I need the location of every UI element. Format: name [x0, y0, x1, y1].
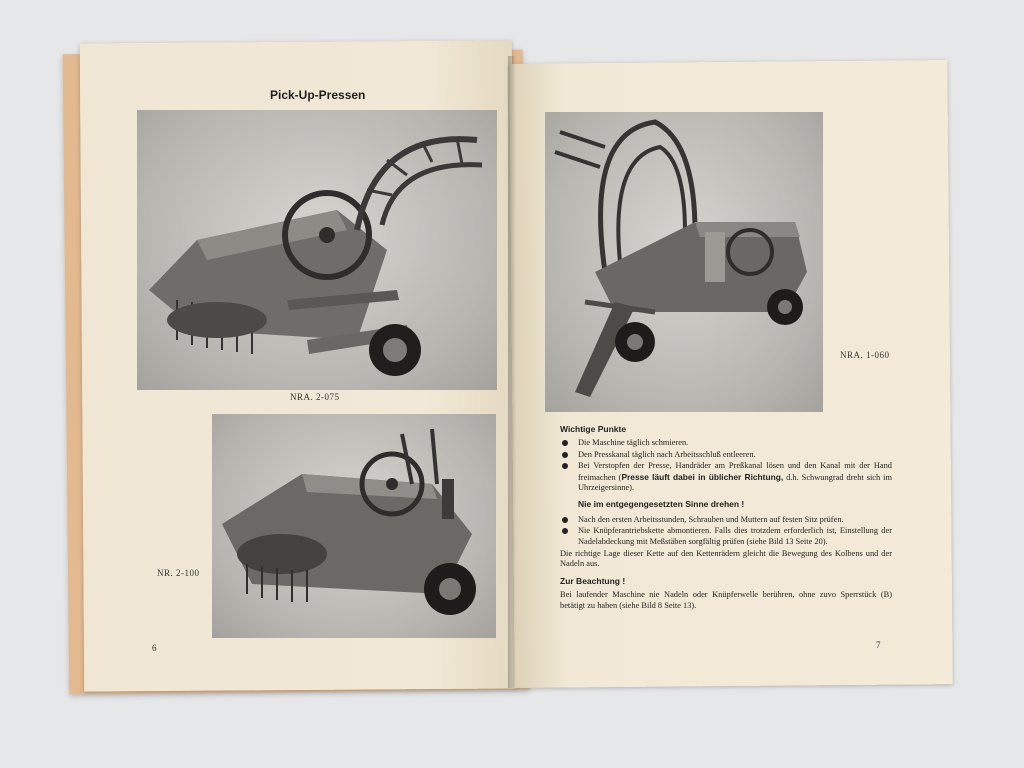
caption-nra-2-075: NRA. 2-075 — [290, 392, 340, 402]
page-title: Pick-Up-Pressen — [270, 88, 366, 102]
photo-baler-nra-1-060 — [545, 112, 823, 412]
list-item: Den Presskanal täglich nach Arbeitsschluß entleeren. — [560, 450, 892, 460]
page-number-right: 7 — [876, 640, 881, 650]
caption-nr-2-100: NR. 2-100 — [157, 568, 200, 578]
book-gutter — [508, 56, 516, 688]
baler-illustration-icon — [212, 414, 496, 638]
bullet-list-2 — [560, 515, 892, 547]
page-number-left: 6 — [152, 643, 157, 653]
photo-baler-nra-2-075 — [137, 110, 497, 390]
warning-never-reverse: Nie im entgegengesetzten Sinne drehen ! — [578, 499, 745, 510]
attention-text: Bei laufender Maschine nie Nadeln oder Knüpferwelle berühren, ohne zuvo Sperrstück (B) betätigt zu haben (siehe Bild 8 Seite 13). — [560, 590, 892, 610]
bullet-list-1 — [560, 438, 892, 493]
section-heading-attention: Zur Beachtung ! — [560, 575, 626, 586]
list-item: Nach den ersten Arbeitsstunden, Schrauben und Muttern auf festen Sitz prüfen. — [560, 515, 892, 525]
list-item: Bei Verstopfen der Presse, Handräder am Preßkanal lösen und den Kanal mit der Hand freimachen (Presse läuft dabei in üblicher Richtung, d.h. Schwungrad dreht sich im Uhrzeigersinne). — [560, 461, 892, 493]
section-heading-important: Wichtige Punkte — [560, 424, 627, 434]
instructions-text — [560, 424, 892, 617]
chain-note: Die richtige Lage dieser Kette auf den Kettenrädern gleicht die Bewegung des Kolbens und der Nadeln aus. — [560, 549, 892, 569]
baler-illustration-icon — [545, 112, 823, 412]
list-item: Nie Knüpferantriebskette abmontieren. Falls dies trotzdem erforderlich ist, Einstellung der Nadelabdeckung mit Meßstäben sorgfältig prüfen (siehe Bild 13 Seite 20). — [560, 526, 892, 547]
caption-nra-1-060: NRA. 1-060 — [840, 350, 890, 360]
photo-baler-nr-2-100 — [212, 414, 496, 638]
baler-illustration-icon — [137, 110, 497, 390]
list-item: Die Maschine täglich schmieren. — [560, 438, 892, 448]
